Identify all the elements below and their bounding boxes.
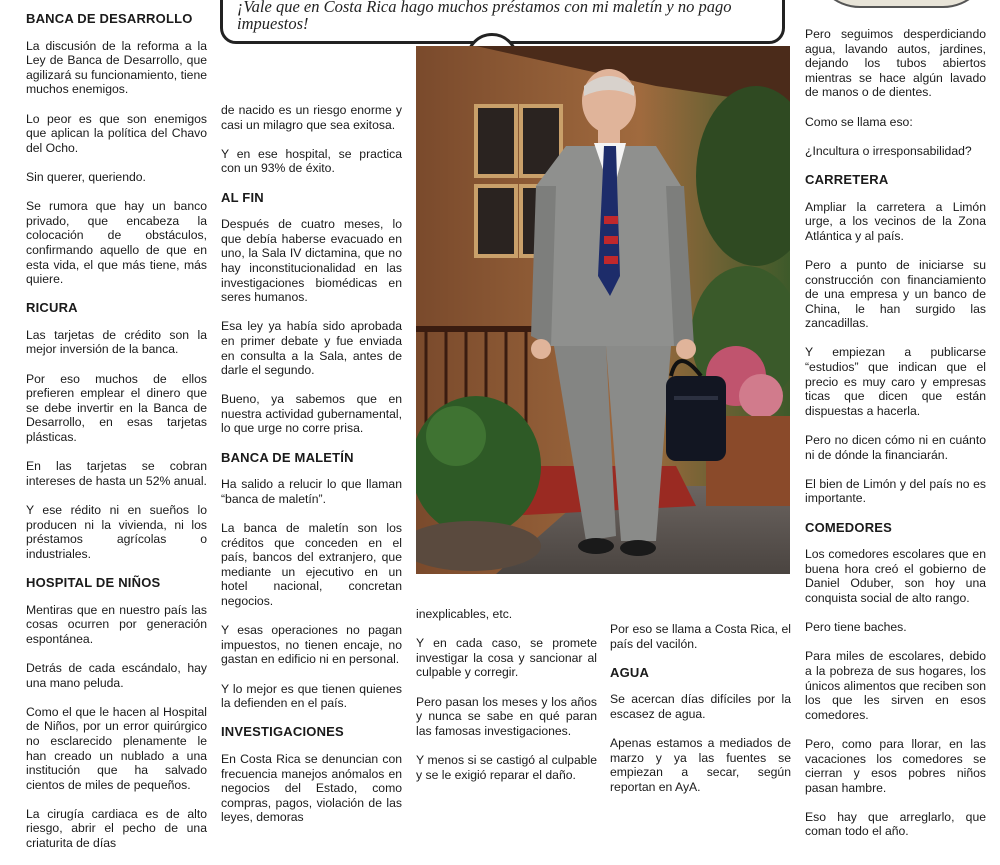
heading-al-fin: AL FIN [221,189,264,205]
heading-comedores: COMEDORES [805,519,893,535]
column-4 [610,622,791,809]
paragraph: Las tarjetas de crédito son la mejor inversión de la banca. [26,327,207,357]
paragraph: Y en cada caso, se promete investigar la cosa y sancionar al culpable y corregir. [416,636,597,680]
paragraph: Se acercan días difíciles por la escasez de agua. [610,692,791,721]
paragraph: Apenas estamos a mediados de marzo y ya las fuentes se empiezan a secar, según reportan en AyA. [610,736,791,794]
paragraph: Y menos si se castigó al culpable y se le exigió reparar el daño. [416,752,597,782]
quote-text: ¡Vale que en Costa Rica hago muchos préstamos con mi maletín y no pago impuestos! [237,0,732,33]
paragraph: Y empiezan a publicarse “estudios” que indican que el precio es muy caro y empresas ticas que dicen que están dispuestas a hacerla. [805,345,986,418]
paragraph: Y en ese hospital, se practica con un 93% de éxito. [221,146,402,176]
paragraph: Pero, como para llorar, en las vacaciones los comedores se cierran y esos pobres niños pasan hambre. [805,736,986,795]
heading-ricura: RICURA [26,300,78,316]
paragraph: Lo peor es que son enemigos que aplican la política del Chavo del Ocho. [26,111,207,155]
paragraph: Bueno, ya sabemos que en nuestra actividad gubernamental, lo que urge no corre prisa. [221,392,402,436]
paragraph: Detrás de cada escándalo, hay una mano peluda. [26,660,207,690]
paragraph: Ampliar la carretera a Limón urge, a los vecinos de la Zona Atlántica y al país. [805,199,986,243]
paragraph: Y esas operaciones no pagan impuestos, no tienen encaje, no gastan en edificio ni en personal. [221,623,402,667]
paragraph: Se rumora que hay un banco privado, que encabeza la colocación de obstáculos, confirmando aquello de que en esta vida, el que más tiene, más quiere. [26,199,207,287]
paragraph: El bien de Limón y del país no es importante. [805,476,986,506]
paragraph: La banca de maletín son los créditos que conceden en el país, bancos del extranjero, que mediante un ejecutivo en un hotel nacional, concretan negocios. [221,521,402,608]
heading-investigaciones: INVESTIGACIONES [221,724,344,740]
paragraph: La cirugía cardiaca es de alto riesgo, abrir el pecho de una criaturita de días [26,806,207,851]
paragraph: Pero pasan los meses y los años y nunca se sabe en qué paran las famosas investigaciones. [416,694,597,738]
paragraph: Los comedores escolares que en buena hora creó el gobierno de Daniel Oduber, son hoy una conquista social de alto rango. [805,547,986,605]
paragraph: Esa ley ya había sido aprobada en primer debate y fue enviada en consulta a la Sala, antes de darle el segundo. [221,319,402,378]
column-2 [221,103,402,840]
paragraph: inexplicables, etc. [416,607,513,621]
paragraph: Por eso se llama a Costa Rica, el país del vacilón. [610,622,791,651]
paragraph: Y ese rédito ni en sueños lo producen ni la vivienda, ni los préstamos agrícolas o industriales. [26,503,207,561]
heading-banca-maletin: BANCA DE MALETÍN [221,449,354,465]
paragraph: Sin querer, queriendo. [26,169,146,184]
paragraph: Para miles de escolares, debido a la pobreza de sus hogares, los únicos alimentos que reciben son los que les sirven en esos comedores. [805,649,986,722]
paragraph: Mentiras que en nuestro país las cosas ocurren por generación espontánea. [26,602,207,646]
paragraph: Eso hay que arreglarlo, que coman todo el año. [805,809,986,839]
paragraph: Pero no dicen cómo ni en cuánto ni de dónde la financiarán. [805,433,986,462]
paragraph: Por eso muchos de ellos prefieren emplear el dinero que se debe invertir en la Banca de Desarrollo, en esas tarjetas plásticas. [26,371,207,445]
paragraph: En Costa Rica se denuncian con frecuencia manejos anómalos en negocios del Estado, como compras, pagos, violación de las leyes, demoras [221,751,402,825]
paragraph: En las tarjetas se cobran intereses de hasta un 52% anual. [26,459,207,488]
seal-logo [812,0,991,8]
paragraph: Pero seguimos desperdiciando agua, lavando autos, jardines, dejando los tubos abiertos mientras se hace algún lavado de manos o de dientes. [805,27,986,100]
heading-banca-desarrollo: BANCA DE DESARROLLO [26,11,193,26]
paragraph: Después de cuatro meses, lo que debía haberse evacuado en uno, la Sala IV dictamina, que no hay inconstitucionalidad en las investigaciones biomédicas en seres humanos. [221,217,402,305]
paragraph: Pero tiene baches. [805,620,907,635]
paragraph: Como se llama eso: [805,114,913,129]
paragraph: de nacido es un riesgo enorme y casi un milagro que sea exitosa. [221,103,402,132]
paragraph: ¿Incultura o irresponsabilidad? [805,143,972,158]
paragraph: Como el que le hacen al Hospital de Niños, por un error quirúrgico no esclarecido plenamente le han creado un nublado a una institución que ha salvado cientos de miles de pequeños. [26,704,207,792]
column-3 [416,607,597,797]
heading-hospital-ninos: HOSPITAL DE NIÑOS [26,574,161,590]
column-5 [805,27,986,854]
heading-agua: AGUA [610,664,650,680]
paragraph: Y lo mejor es que tienen quienes la defienden en el país. [221,681,402,711]
heading-carretera: CARRETERA [805,171,889,187]
column-1 [26,12,207,865]
paragraph: La discusión de la reforma a la Ley de Banca de Desarrollo, que agilizará su funcionamiento, tiene muchos enemigos. [26,38,207,97]
paragraph: Pero a punto de iniciarse su construcción con financiamiento de una empresa y un banco de China, le han surgido las zancadillas. [805,257,986,331]
paragraph: Ha salido a relucir lo que llaman “banca de maletín”. [221,477,402,506]
photo-man-with-briefcase [416,46,790,574]
